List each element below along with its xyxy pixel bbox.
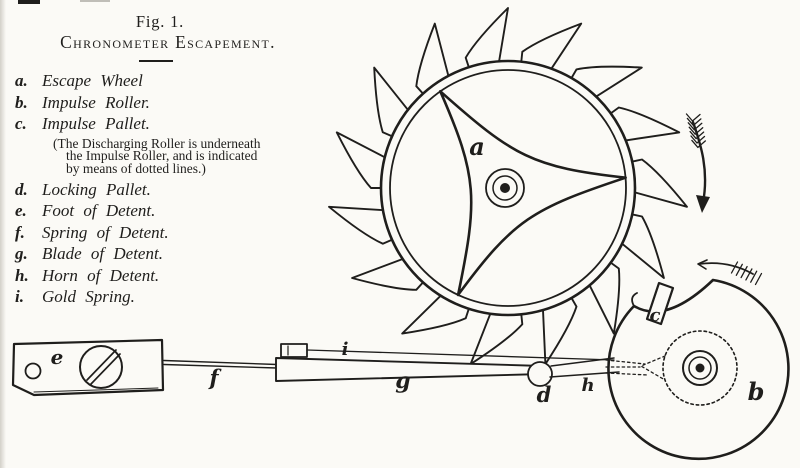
legend-item-f: f. Spring of Detent. bbox=[15, 222, 169, 242]
roller-arrow-fletching bbox=[732, 262, 762, 285]
wheel-rotation-arrowhead-icon bbox=[696, 195, 710, 213]
gold-spring-clamp bbox=[281, 344, 307, 357]
roller-rotation-arrowhead-icon bbox=[698, 260, 707, 269]
spring-of-detent bbox=[164, 361, 277, 365]
label-c: c bbox=[649, 305, 661, 326]
legend-note: (The Discharging Roller is underneath the Impulse Roller, and is indicated by means of dotted lines.) bbox=[53, 135, 261, 177]
foot-of-detent bbox=[13, 340, 163, 395]
roller-pivot bbox=[696, 364, 705, 373]
label-b: b bbox=[747, 377, 765, 406]
legend-item-i: i. Gold Spring. bbox=[15, 287, 135, 307]
legend-item-b: b. Impulse Roller. bbox=[15, 92, 150, 112]
legend-item-g: g. Blade of Detent. bbox=[15, 244, 163, 264]
legend-item-c: c. Impulse Pallet. bbox=[15, 114, 150, 133]
legend-item-h: h. Horn of Detent. bbox=[15, 265, 160, 285]
label-i: i bbox=[341, 339, 349, 360]
label-d: d bbox=[536, 382, 552, 407]
label-a: a bbox=[469, 132, 485, 161]
roller-rotation-arrow bbox=[699, 263, 753, 274]
spring-of-detent bbox=[164, 365, 277, 369]
gold-spring bbox=[307, 350, 614, 360]
label-f: f bbox=[209, 365, 219, 390]
roller-notch-hook bbox=[632, 293, 637, 306]
figure-number: Fig. 1. bbox=[135, 12, 185, 31]
legend-item-d: d. Locking Pallet. bbox=[15, 179, 151, 199]
figure-title: Chronometer Escapement. bbox=[60, 32, 276, 52]
label-h: h bbox=[581, 375, 595, 396]
label-e: e bbox=[50, 345, 64, 369]
escape-wheel-pivot bbox=[500, 183, 510, 193]
label-g: g bbox=[395, 368, 411, 394]
legend-item-e: e. Foot of Detent. bbox=[15, 201, 156, 221]
legend-item-a: a. Escape Wheel bbox=[15, 71, 143, 90]
